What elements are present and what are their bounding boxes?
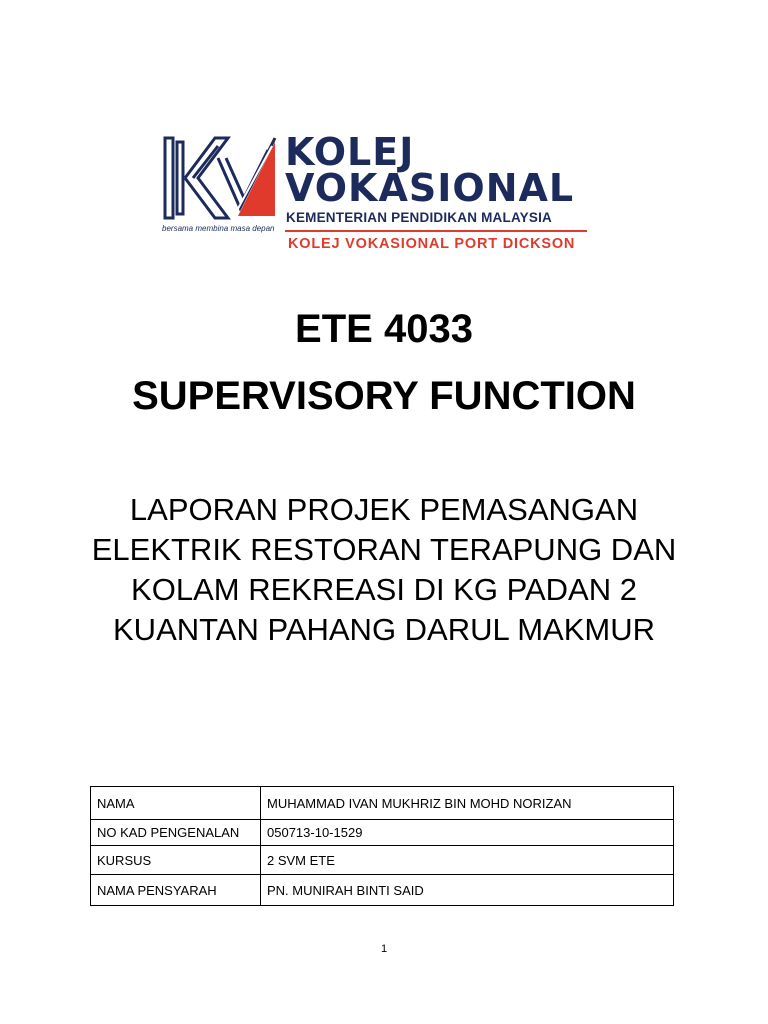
course-code: ETE 4033 [295, 307, 473, 351]
table-row [91, 846, 674, 875]
info-label: NAMA [91, 787, 261, 820]
course-name: SUPERVISORY FUNCTION [132, 374, 636, 418]
info-value: 050713-10-1529 [261, 820, 674, 846]
logo-college-name: KOLEJ VOKASIONAL PORT DICKSON [288, 236, 576, 252]
logo-title-line2: VOKASIONAL [285, 166, 575, 210]
info-label: NO KAD PENGENALAN [91, 820, 261, 846]
table-row [91, 820, 674, 846]
logo-title-line1: KOLEJ [285, 130, 415, 174]
student-info-table [90, 786, 674, 906]
info-label: NAMA PENSYARAH [91, 875, 261, 906]
logo-divider [285, 230, 587, 232]
logo-ministry: KEMENTERIAN PENDIDIKAN MALAYSIA [286, 210, 552, 225]
info-value: MUHAMMAD IVAN MUKHRIZ BIN MOHD NORIZAN [261, 787, 674, 820]
table-row [91, 875, 674, 906]
kv-emblem-icon [160, 128, 280, 228]
logo-tagline: bersama membina masa depan [162, 224, 275, 233]
info-label: KURSUS [91, 846, 261, 875]
info-value: 2 SVM ETE [261, 846, 674, 875]
college-logo [160, 128, 590, 260]
report-title: LAPORAN PROJEK PEMASANGAN ELEKTRIK RESTORAN TERAPUNG DAN KOLAM REKREASI DI KG PADAN 2 KUANTAN PAHANG DARUL MAKMUR [91, 492, 677, 647]
page-number: 1 [380, 943, 388, 955]
table-row [91, 787, 674, 820]
info-value: PN. MUNIRAH BINTI SAID [261, 875, 674, 906]
